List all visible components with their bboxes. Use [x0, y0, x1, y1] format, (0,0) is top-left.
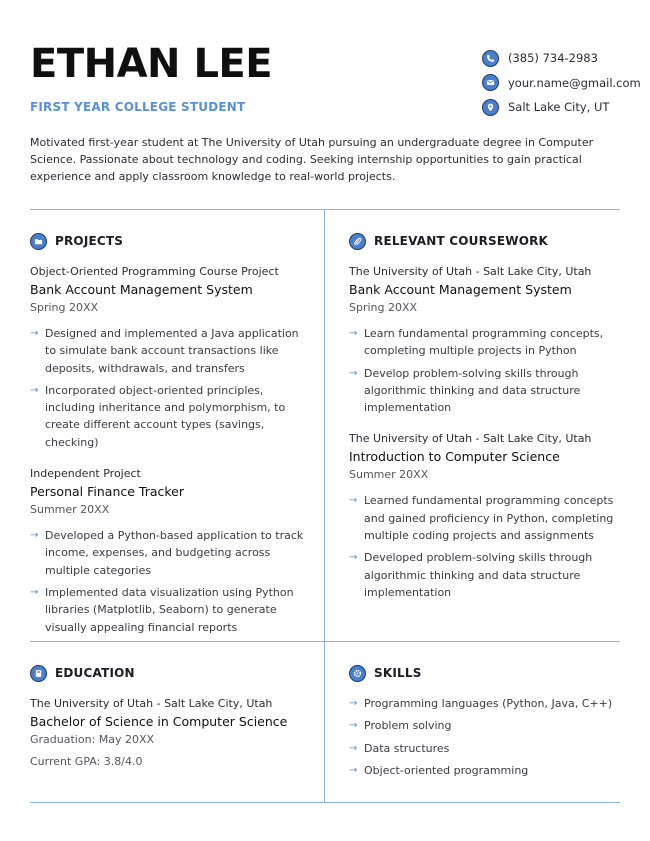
projects-header	[30, 231, 310, 251]
project-date: Summer 20XX	[30, 503, 110, 517]
skill-item: → Object-oriented programming	[349, 762, 621, 779]
skill-item: → Data structures	[349, 740, 621, 757]
course-title: Bank Account Management System	[349, 282, 572, 297]
bullet-item: → Incorporated object-oriented principles, including inheritance and polymorphism, to create different account types (savings, checking)	[30, 382, 310, 451]
project-date: Spring 20XX	[30, 301, 99, 314]
course-entry	[349, 430, 621, 601]
education-gpa: Current GPA: 3.8/4.0	[30, 755, 143, 768]
candidate-name: ETHAN LEE	[30, 41, 273, 87]
profile-summary: Motivated first-year student at The University of Utah pursuing an undergraduate degree in Computer Science. Passionate about technology and coding. Seeking internship opportunities to gain practical experience and apply classroom knowledge to real-world projects.	[30, 136, 594, 183]
email-icon	[482, 74, 499, 91]
folder-icon	[30, 233, 47, 250]
phone-text: (385) 734-2983	[508, 51, 598, 66]
skills-list	[349, 695, 621, 779]
projects-section	[30, 231, 310, 650]
education-header	[30, 663, 310, 683]
contact-location	[482, 95, 641, 120]
course-bullets	[349, 492, 621, 601]
education-degree: Bachelor of Science in Computer Science	[30, 714, 288, 729]
education-graduation: Graduation: May 20XX	[30, 733, 155, 746]
project-context: Independent Project	[30, 467, 141, 481]
location-text: Salt Lake City, UT	[508, 100, 610, 115]
course-institution: The University of Utah - Salt Lake City, Utah	[349, 265, 592, 278]
course-institution: The University of Utah - Salt Lake City, Utah	[349, 432, 592, 446]
skill-item: → Problem solving	[349, 717, 621, 734]
bullet-item: → Developed problem-solving skills through algorithmic thinking and data structure implementation	[349, 549, 621, 601]
candidate-subtitle: FIRST YEAR COLLEGE STUDENT	[30, 100, 246, 114]
project-bullets	[30, 527, 310, 636]
bullet-item: → Learned fundamental programming concepts and gained proficiency in Python, completing multiple coding projects and assignments	[349, 492, 621, 544]
course-date: Summer 20XX	[349, 468, 429, 482]
coursework-section	[349, 231, 621, 615]
course-entry	[349, 263, 621, 416]
divider-bottom	[30, 802, 620, 803]
project-context: Object-Oriented Programming Course Project	[30, 265, 279, 278]
contact-email	[482, 71, 641, 96]
skills-title: SKILLS	[374, 666, 422, 680]
project-entry	[30, 465, 310, 636]
skills-section	[349, 663, 621, 784]
bullet-item: → Developed a Python-based application to track income, expenses, and budgeting across multiple categories	[30, 527, 310, 579]
project-bullets	[30, 325, 310, 451]
course-date: Spring 20XX	[349, 301, 418, 314]
coursework-title: RELEVANT COURSEWORK	[374, 234, 549, 248]
divider-vertical	[324, 209, 325, 803]
project-title: Bank Account Management System	[30, 282, 253, 297]
education-title: EDUCATION	[55, 666, 135, 680]
projects-title: PROJECTS	[55, 234, 124, 248]
project-title: Personal Finance Tracker	[30, 484, 184, 500]
education-section	[30, 663, 310, 770]
skills-header	[349, 663, 621, 683]
course-bullets	[349, 325, 621, 416]
contact-info	[482, 46, 641, 120]
paperclip-icon	[349, 233, 366, 250]
contact-phone	[482, 46, 641, 71]
gear-icon	[349, 665, 366, 682]
phone-icon	[482, 50, 499, 67]
education-institution: The University of Utah - Salt Lake City, Utah	[30, 697, 273, 710]
book-icon	[30, 665, 47, 682]
bullet-item: → Learn fundamental programming concepts, completing multiple projects in Python	[349, 325, 621, 360]
email-text: your.name@gmail.com	[508, 75, 641, 90]
bullet-item: → Designed and implemented a Java application to simulate bank account transactions like deposits, withdrawals, and transfers	[30, 325, 310, 377]
project-entry	[30, 263, 310, 451]
skill-item: → Programming languages (Python, Java, C++)	[349, 695, 621, 712]
bullet-item: → Develop problem-solving skills through algorithmic thinking and data structure implementation	[349, 365, 621, 417]
coursework-header	[349, 231, 621, 251]
course-title: Introduction to Computer Science	[349, 449, 560, 465]
location-pin-icon	[482, 99, 499, 116]
bullet-item: → Implemented data visualization using Python libraries (Matplotlib, Seaborn) to generate visually appealing financial reports	[30, 584, 310, 636]
divider-top	[30, 209, 620, 210]
